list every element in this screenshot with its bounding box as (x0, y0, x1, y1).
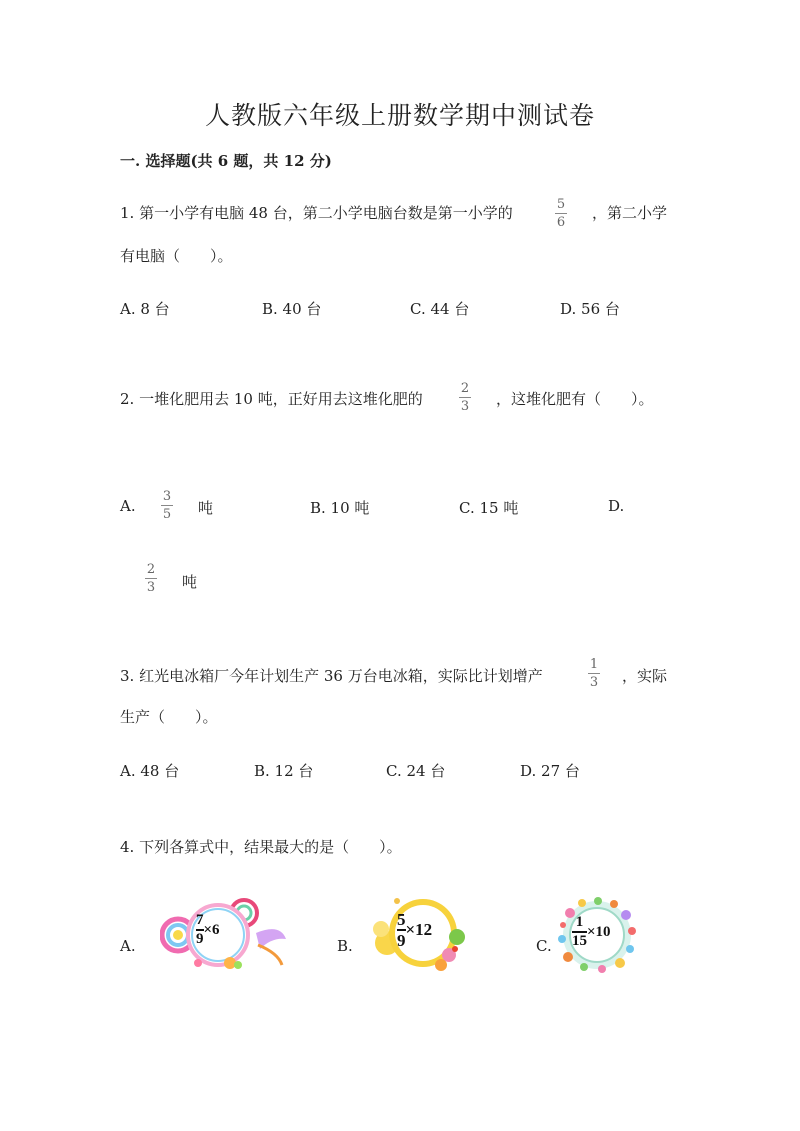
fraction-denominator: 6 (556, 215, 566, 230)
q3-option-b[interactable]: B. 12 台 (254, 762, 314, 780)
fraction-numerator: 2 (460, 381, 470, 396)
q2-option-b[interactable]: B. 10 吨 (310, 499, 370, 517)
q4-option-c-expression (572, 915, 611, 949)
q2-option-a-label[interactable]: A. (120, 497, 136, 515)
fraction-numerator: 5 (397, 910, 406, 929)
q1-option-b[interactable]: B. 40 台 (262, 300, 322, 318)
section-heading: 一. 选择题(共 6 题，共 12 分) (120, 152, 332, 170)
q2-option-d-label[interactable]: D. (608, 497, 625, 515)
fraction-bar (588, 673, 600, 674)
fraction-numerator: 5 (556, 197, 566, 212)
fraction-denominator: 15 (572, 933, 587, 949)
fraction-bar (459, 397, 471, 398)
badge-fraction (196, 913, 204, 947)
page-title: 人教版六年级上册数学期中测试卷 (204, 101, 595, 130)
fraction-numerator: 1 (589, 657, 599, 672)
fraction-denominator: 3 (460, 399, 470, 414)
q4-option-a-label[interactable]: A. (120, 937, 136, 955)
fraction-denominator: 3 (589, 675, 599, 690)
q1-option-c[interactable]: C. 44 台 (410, 300, 470, 318)
fraction-numerator: 7 (196, 912, 204, 928)
q4-option-c-badge[interactable] (558, 897, 636, 973)
fraction-denominator: 9 (196, 931, 204, 947)
q3-text-line1: 3. 红光电冰箱厂今年计划生产 36 万台电冰箱，实际比计划增产 (120, 667, 543, 685)
q4-option-b-badge[interactable] (367, 893, 472, 973)
q2-option-a-fraction (161, 490, 173, 521)
q2-fraction (459, 382, 471, 413)
q4-option-a-badge[interactable] (160, 893, 290, 973)
fraction-numerator: 1 (575, 914, 584, 930)
q3-fraction (588, 658, 600, 689)
q1-text-line1-end: ，第二小学 (592, 204, 668, 222)
badge-factor: ×6 (203, 921, 220, 938)
q3-text-line2: 生产（ ）。 (120, 708, 218, 726)
q4-option-b-label[interactable]: B. (337, 937, 353, 955)
q2-text-line1-end: ，这堆化肥有（ ）。 (496, 390, 654, 408)
q1-option-a[interactable]: A. 8 台 (120, 300, 170, 318)
q4-text: 4. 下列各算式中，结果最大的是（ ）。 (120, 838, 402, 856)
fraction-numerator: 3 (162, 489, 172, 504)
fraction-bar (555, 213, 567, 214)
q2-option-d-unit: 吨 (182, 573, 198, 591)
q4-option-b-expression (397, 911, 432, 949)
q3-option-d[interactable]: D. 27 台 (520, 762, 580, 780)
q2-option-a-unit: 吨 (198, 499, 214, 517)
q4-option-c-label[interactable]: C. (536, 937, 552, 955)
fraction-bar (145, 578, 157, 579)
fraction-numerator: 2 (146, 562, 156, 577)
q3-option-a[interactable]: A. 48 台 (120, 762, 180, 780)
q1-fraction (555, 198, 567, 229)
q4-option-a-expression (196, 913, 220, 947)
badge-fraction (397, 911, 406, 949)
q2-text-line1: 2. 一堆化肥用去 10 吨，正好用去这堆化肥的 (120, 390, 423, 408)
q2-option-c[interactable]: C. 15 吨 (459, 499, 519, 517)
rainbow-frame-icon (160, 893, 290, 973)
q2-option-d-fraction (145, 563, 157, 594)
q3-option-c[interactable]: C. 24 台 (386, 762, 446, 780)
q1-option-d[interactable]: D. 56 台 (560, 300, 620, 318)
badge-factor: ×12 (405, 920, 433, 939)
fraction-denominator: 9 (397, 931, 406, 950)
q1-text-line1: 1. 第一小学有电脑 48 台，第二小学电脑台数是第一小学的 (120, 204, 513, 222)
fraction-denominator: 3 (146, 580, 156, 595)
fraction-denominator: 5 (162, 507, 172, 522)
fraction-bar (161, 505, 173, 506)
badge-fraction (572, 915, 587, 949)
badge-factor: ×10 (587, 923, 611, 940)
q3-text-line1-end: ，实际 (622, 667, 668, 685)
q1-text-line2: 有电脑（ ）。 (120, 247, 233, 265)
